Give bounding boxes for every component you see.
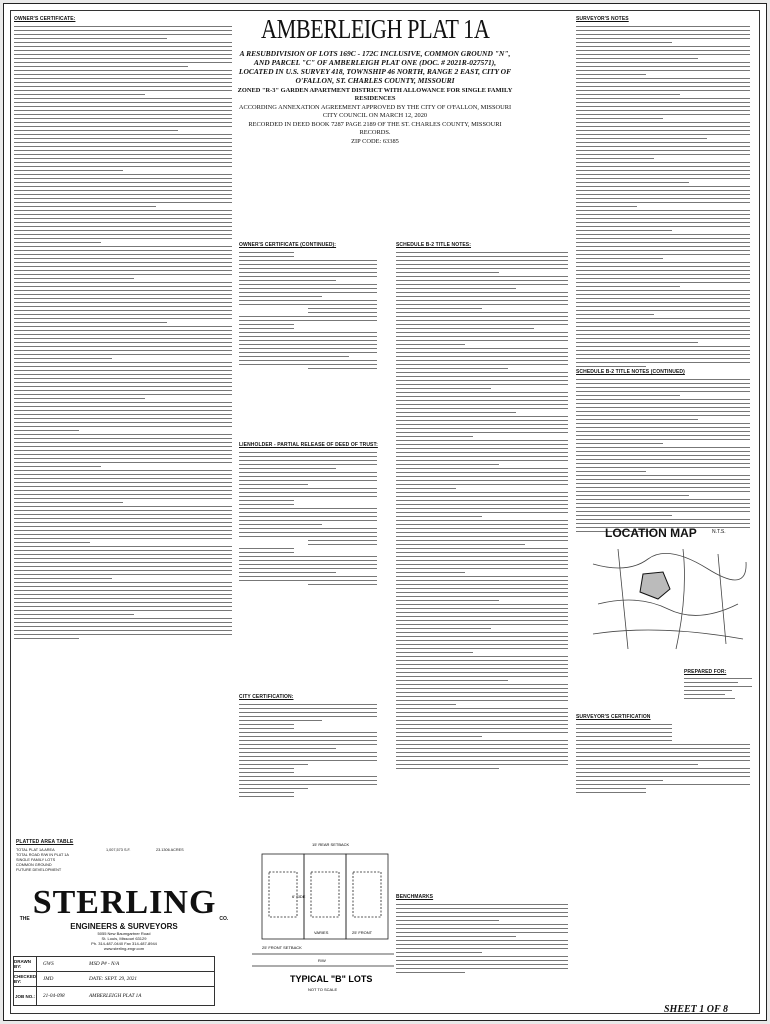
- platted-area-label: TOTAL ROAD R/W IN PLAT 1A: [16, 853, 69, 857]
- platted-area-label: COMMON GROUND: [16, 863, 52, 867]
- city-certification-text: [239, 704, 377, 800]
- surveyors-notes-section: [576, 16, 752, 22]
- firm-address: [44, 931, 204, 951]
- tb-row-drawn: [14, 956, 214, 971]
- lot-outline: [304, 854, 346, 939]
- schedule-b2-continued-section: [576, 369, 752, 375]
- typical-label: 25' FRONT: [352, 930, 373, 935]
- platted-area-heading: PLATTED AREA TABLE: [16, 839, 74, 845]
- typical-lots-title: TYPICAL "B" LOTS: [290, 974, 373, 984]
- plat-title: AMBERLEIGH PLAT 1A: [261, 14, 490, 44]
- location-map-roads: [593, 549, 746, 649]
- tb-date: DATE: SEPT. 29, 2021: [89, 976, 137, 982]
- firm-address-line: St. Louis, Missouri 63129: [101, 936, 147, 941]
- tb-drawn: GWS: [43, 961, 54, 967]
- map-road: [593, 630, 743, 639]
- tb-plat-name: AMBERLEIGH PLAT 1A: [89, 993, 142, 999]
- owners-certificate-section: [14, 16, 234, 22]
- site-boundary: [640, 572, 670, 599]
- typical-lots-scale: NOT TO SCALE: [308, 987, 338, 992]
- firm-name: STERLING: [32, 884, 217, 921]
- surveyors-certification-text: [576, 724, 750, 796]
- map-road: [676, 549, 684, 649]
- typical-label: 25' FRONT SETBACK: [262, 945, 302, 950]
- map-road: [593, 553, 746, 580]
- plat-title-block: [236, 14, 514, 146]
- map-road: [618, 549, 628, 649]
- owners-cont-heading: OWNER'S CERTIFICATE (CONTINUED):: [239, 242, 337, 248]
- owners-cont-text: [239, 252, 377, 372]
- surveyors-notes-heading: SURVEYOR'S NOTES: [576, 16, 629, 22]
- typical-label: R/W: [318, 958, 326, 963]
- annexation-line: ACCORDING ANNEXATION AGREEMENT APPROVED BY THE CITY OF O'FALLON, MISSOURI CITY COUNCIL ON MARCH 12, 2020: [238, 104, 512, 119]
- surveyors-certification-heading: SURVEYOR'S CERTIFICATION: [576, 714, 651, 720]
- title-block: [13, 956, 215, 1006]
- schedule-b2-heading: SCHEDULE B-2 TITLE NOTES:: [396, 242, 472, 248]
- tb-drawn-label: DRAWN BY:: [14, 957, 37, 971]
- firm-address-line: 5055 New Baumgartner Road: [97, 931, 151, 936]
- sheet-number: SHEET 1 OF 8: [664, 1004, 728, 1015]
- lienholder-section: [239, 442, 379, 448]
- recorded-line: RECORDED IN DEED BOOK 7287 PAGE 2189 OF THE ST. CHARLES COUNTY, MISSOURI RECORDS.: [248, 121, 502, 136]
- tb-row-job: [14, 986, 214, 1005]
- tb-row-checked: [14, 971, 214, 986]
- surveyors-certification-section: [576, 714, 752, 720]
- typical-label: 6' SIDE: [292, 894, 306, 899]
- firm-logo: [19, 884, 229, 951]
- location-map-scale: N.T.S.: [712, 529, 726, 535]
- zoning-line: ZONED "R-3" GARDEN APARTMENT DISTRICT WITH ALLOWANCE FOR SINGLE FAMILY RESIDENCES: [237, 87, 513, 102]
- typical-label: 15' REAR SETBACK: [312, 842, 350, 847]
- tb-jobno-label: JOB NO.:: [14, 987, 37, 1005]
- plat-subtitle: A RESUBDIVISION OF LOTS 169C - 172C INCLUSIVE, COMMON GROUND "N", AND PARCEL "C" OF AMBERLEIGH PLAT ONE (DOC. # 2021R-027571), LOCATED IN U.S. SURVEY 418, TOWNSHIP 46 NORTH, RANGE 2 EAST, CITY OF O'FALLON, ST. CHARLES COUNTY, MISSOURI: [238, 49, 512, 85]
- building-footprint: [311, 872, 339, 917]
- zip-line: ZIP CODE: 63385: [351, 138, 399, 145]
- lienholder-text: [239, 452, 377, 588]
- firm-co: CO.: [219, 916, 229, 922]
- platted-area-sqft: [106, 868, 156, 873]
- lienholder-heading: LIENHOLDER - PARTIAL RELEASE OF DEED OF TRUST:: [239, 442, 378, 448]
- firm-tagline: ENGINEERS & SURVEYORS: [70, 922, 178, 931]
- lot-outline: [346, 854, 388, 939]
- prepared-for-section: [684, 669, 754, 675]
- platted-area-acres: 23.1306 ACRES: [156, 848, 184, 852]
- owners-certificate-continued: [239, 242, 379, 248]
- platted-area-sqft: 1,007,573 S.F.: [106, 848, 131, 852]
- prepared-for-text: [684, 678, 752, 702]
- platted-area-row: [16, 868, 216, 873]
- plat-sheet: [3, 3, 767, 1021]
- benchmarks-text: [396, 904, 568, 976]
- typical-label: VARIES: [314, 930, 329, 935]
- schedule-b2-section: [396, 242, 570, 248]
- schedule-b2-text: [396, 252, 568, 772]
- city-certification-section: [239, 694, 379, 700]
- location-map-title: LOCATION MAP: [605, 526, 697, 540]
- benchmarks-section: [396, 894, 570, 900]
- platted-area-label: SINGLE FAMILY LOTS: [16, 858, 56, 862]
- typical-lots-drawing: [252, 834, 394, 994]
- tb-checked: JMD: [43, 976, 54, 982]
- firm-address-line: Ph. 314-487-0440 Fax 314-487-8944: [91, 941, 157, 946]
- platted-area-table: [16, 839, 216, 873]
- platted-area-label: FUTURE DEVELOPMENT: [16, 868, 62, 872]
- tb-jobno: 21-04-098: [43, 993, 65, 999]
- tb-msd: MSD P# - N/A: [89, 961, 120, 967]
- city-certification-heading: CITY CERTIFICATION:: [239, 694, 294, 700]
- platted-area-label: TOTAL PLAT 1A AREA: [16, 848, 55, 852]
- map-road: [598, 600, 738, 615]
- owners-certificate-heading: OWNER'S CERTIFICATE:: [14, 16, 76, 22]
- tb-checked-label: CHECKED BY:: [13, 974, 37, 984]
- firm-address-line: www.sterling-engr.com: [103, 946, 145, 951]
- owners-certificate-text: [14, 26, 232, 642]
- schedule-b2-cont-heading: SCHEDULE B-2 TITLE NOTES (CONTINUED): [576, 369, 685, 375]
- benchmarks-heading: BENCHMARKS: [396, 894, 434, 900]
- surveyors-notes-text: [576, 26, 750, 370]
- map-road: [718, 554, 726, 644]
- schedule-b2-cont-text: [576, 379, 750, 535]
- location-map: [588, 544, 748, 654]
- building-footprint: [353, 872, 381, 917]
- prepared-for-heading: PREPARED FOR:: [684, 669, 727, 675]
- firm-the: THE: [19, 916, 30, 922]
